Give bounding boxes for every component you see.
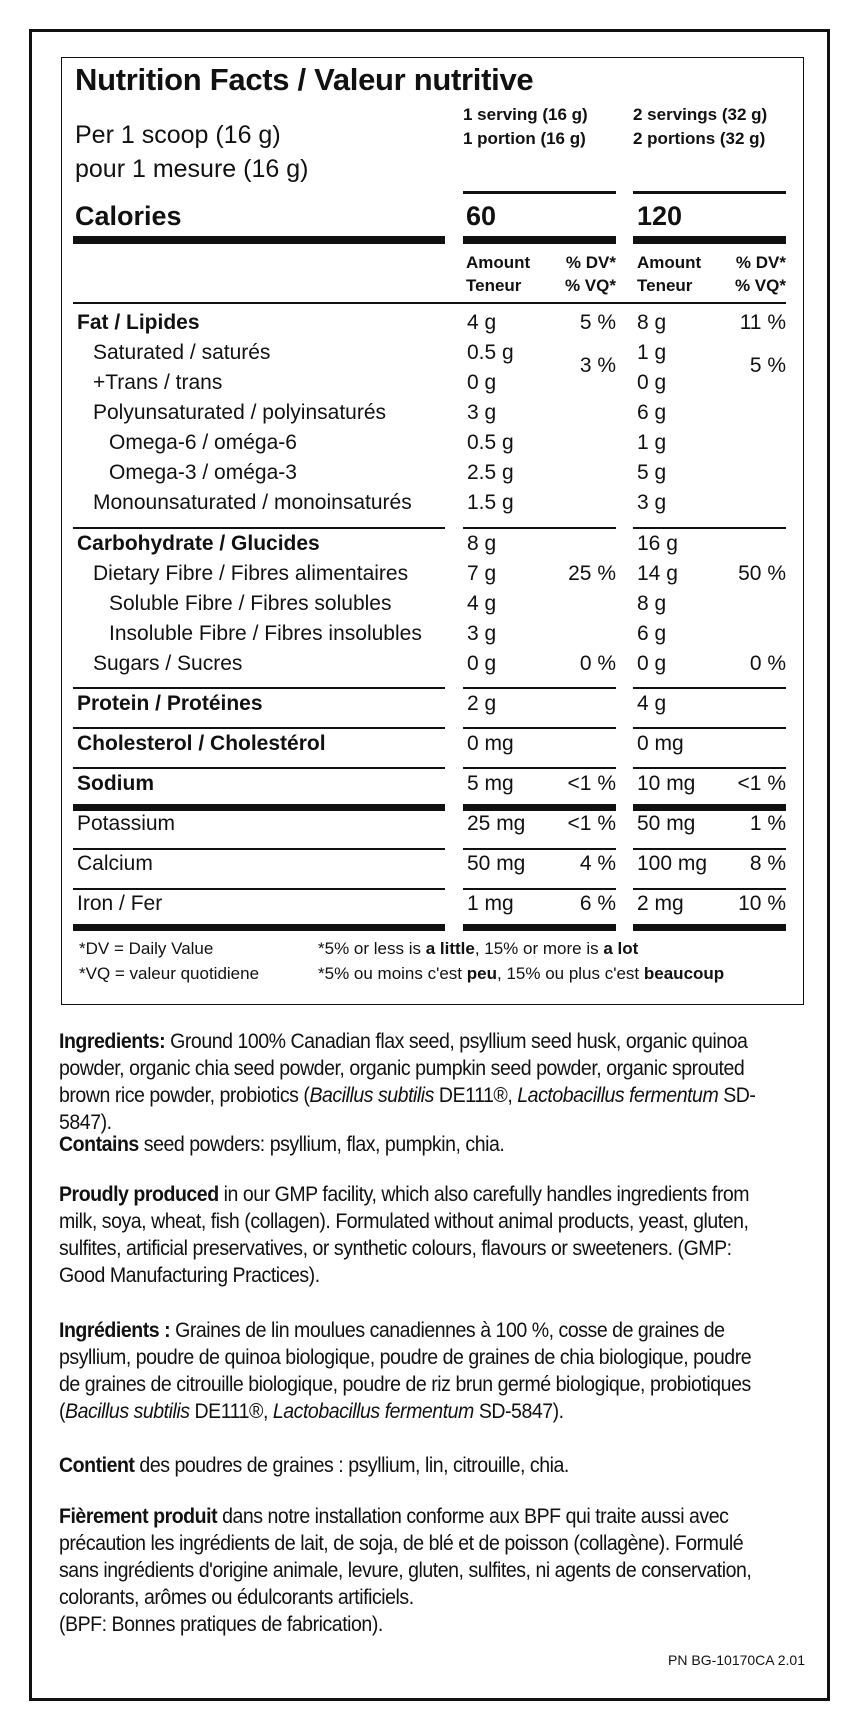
amount-serving-2: 16 g	[637, 532, 678, 555]
part-number: PN BG-10170CA 2.01	[668, 1652, 805, 1668]
serving-2-line2: 2 portions (32 g)	[633, 129, 766, 148]
dv-serving-1: 0 %	[579, 652, 616, 675]
amount-serving-1: 50 mg	[467, 852, 526, 875]
amount-serving-1: 7 g	[467, 562, 497, 585]
amount-serving-2: 5 g	[637, 461, 667, 484]
nutrient-label: Soluble Fibre / Fibres solubles	[109, 592, 392, 615]
rule-after-protein	[463, 727, 616, 729]
dv-serving-1: 5 %	[579, 311, 616, 334]
produced-fr	[59, 1503, 757, 1638]
dv-serving-2: 10 %	[738, 892, 786, 915]
rule-after-fat	[73, 527, 445, 529]
amount-serving-1: 8 g	[467, 532, 497, 555]
nutrient-label: Saturated / saturés	[93, 341, 271, 364]
serving-1-header	[463, 103, 588, 151]
header-bottom-rule	[73, 302, 786, 304]
rule-after-fat	[463, 527, 616, 529]
ingredients-en-lacto: Lactobacillus fermentum	[517, 1084, 719, 1107]
fn-en-pre: *5% or less is	[318, 939, 426, 958]
fn-fr-mid: , 15% ou plus c'est	[497, 964, 644, 983]
dv-serving-2: 50 %	[738, 562, 786, 585]
contains-fr-mid: des poudres de graines :	[134, 1454, 344, 1477]
dv-serving-1: <1 %	[567, 772, 616, 795]
nutrient-label: Omega-6 / oméga-6	[109, 431, 297, 454]
rule-after-fat	[633, 527, 786, 529]
serving-2-line1: 2 servings (32 g)	[633, 105, 768, 124]
contains-en-mid: seed powders:	[138, 1133, 265, 1156]
serving-1-rule	[463, 191, 616, 194]
amount-serving-2: 50 mg	[637, 812, 696, 835]
amount-serving-2: 100 mg	[637, 852, 708, 875]
nutrient-label: Potassium	[77, 812, 176, 835]
amount-header-en: Amount	[466, 253, 531, 272]
amount-serving-1: 4 g	[467, 592, 497, 615]
dv-serving-2: 0 %	[749, 652, 786, 675]
rule-after-potassium	[73, 848, 445, 850]
footnote-percent-en	[318, 939, 638, 959]
thick-rule-bottom	[633, 924, 786, 931]
dv-header-1	[546, 251, 616, 297]
amount-serving-2: 6 g	[637, 622, 667, 645]
produced-en-label: Proudly produced	[59, 1183, 219, 1206]
footnote-percent-fr	[318, 964, 724, 984]
ingredients-fr-text-c: SD-5847).	[473, 1400, 564, 1423]
amount-serving-2: 8 g	[637, 592, 667, 615]
rule-after-protein	[633, 727, 786, 729]
calories-thick-rule-2	[633, 236, 786, 244]
calories-label: Calories	[75, 201, 182, 231]
ingredients-fr-label: Ingrédients :	[59, 1319, 171, 1342]
dv-header-2	[716, 251, 786, 297]
fn-fr-beaucoup: beaucoup	[643, 964, 725, 983]
dv-serving-1: 4 %	[579, 852, 616, 875]
amount-serving-1: 2.5 g	[467, 461, 514, 484]
amount-serving-1: 1 mg	[467, 892, 514, 915]
serving-2-header	[633, 103, 767, 151]
nutrient-label: Dietary Fibre / Fibres alimentaires	[93, 562, 409, 585]
rule-after-carbs	[463, 687, 616, 689]
dv-header-en: % DV*	[565, 253, 616, 272]
produced-fr-text: dans notre installation conforme aux BPF qui traite aussi avec précaution les ingrédients de lait, de soja, de blé et de poisson (collagène). Formulé sans ingrédients d'origine animale, levure, gluten, sulfites, ni agents de conservation, colorants, arômes ou édulcorants artificiels.	[59, 1505, 752, 1609]
nutrient-label: Insoluble Fibre / Fibres insolubles	[109, 622, 422, 645]
amount-serving-2: 0 g	[637, 371, 667, 394]
produced-en-text: in our GMP facility, which also carefully handles ingredients from milk, soya, wheat, fish (collagen). Formulated without animal products, yeast, gluten, sulfites, artificial preservatives, or synthetic colours, flavours or sweeteners. (GMP: Good Manufacturing Practices).	[59, 1183, 750, 1287]
calories-serving-2: 120	[637, 201, 683, 231]
rule-after-carbs	[73, 687, 445, 689]
footnote-dv: *DV = Daily Value	[79, 939, 214, 958]
rule-after-cholesterol	[73, 767, 445, 769]
ingredients-fr-lacto: Lactobacillus fermentum	[272, 1400, 474, 1423]
ingredients-fr-text-b: DE111®,	[189, 1400, 273, 1423]
produced-fr-text2: (BPF: Bonnes pratiques de fabrication).	[59, 1613, 383, 1636]
nutrient-label: Sugars / Sucres	[93, 652, 243, 675]
nutrient-label: Sodium	[77, 772, 154, 795]
contains-fr-label: Contient	[59, 1454, 135, 1477]
nutrient-label: Iron / Fer	[77, 892, 163, 915]
contains-en	[59, 1131, 757, 1158]
nutrient-label: Polyunsaturated / polyinsaturés	[93, 401, 387, 424]
ingredients-en-bacillus: Bacillus subtilis	[309, 1084, 434, 1107]
per-serving-en: Per 1 scoop (16 g)	[75, 121, 281, 149]
thick-rule-bottom	[73, 924, 445, 931]
dv-header-en: % DV*	[735, 253, 786, 272]
amount-serving-2: 8 g	[637, 311, 667, 334]
amount-serving-1: 2 g	[467, 692, 497, 715]
fn-fr-pre: *5% ou moins c'est	[318, 964, 467, 983]
ingredients-fr-text-a: Graines de lin moulues canadiennes à 100 %, cosse de graines de psyllium, poudre de quinoa biologique, poudre de graines de chia biologique, poudre de graines de citrouille biologique, poudre de riz brun germé biologique, probiotiques (	[59, 1319, 752, 1423]
amount-serving-1: 0 g	[467, 371, 497, 394]
serving-2-rule	[633, 191, 786, 194]
amount-serving-2: 3 g	[637, 491, 667, 514]
fn-en-little: a little	[425, 939, 475, 958]
nutrient-label: Omega-3 / oméga-3	[109, 461, 297, 484]
amount-serving-2: 14 g	[637, 562, 678, 585]
amount-header-en: Amount	[637, 253, 702, 272]
rule-after-calcium	[463, 888, 616, 890]
nutrient-label: +Trans / trans	[93, 371, 223, 394]
thick-rule-after-sodium	[633, 804, 786, 811]
footnote-vq: *VQ = valeur quotidiene	[79, 964, 260, 983]
dv-header-fr: % VQ*	[564, 276, 616, 295]
amount-serving-2: 4 g	[637, 692, 667, 715]
fn-en-mid: , 15% or more is	[474, 939, 604, 958]
amount-serving-2: 2 mg	[637, 892, 684, 915]
ingredients-en-text-b: DE111®,	[433, 1084, 518, 1107]
contains-en-text: psyllium, flax, pumpkin, chia.	[264, 1133, 505, 1156]
serving-1-line2: 1 portion (16 g)	[463, 129, 586, 148]
amount-serving-1: 3 g	[467, 401, 497, 424]
contains-fr-text: psyllium, lin, citrouille, chia.	[343, 1454, 569, 1477]
amount-serving-1: 0.5 g	[467, 431, 514, 454]
amount-serving-2: 1 g	[637, 341, 667, 364]
amount-header-2	[637, 251, 701, 297]
calories-thick-rule-label	[73, 236, 445, 244]
contains-fr	[59, 1452, 757, 1479]
amount-header-1	[466, 251, 530, 297]
thick-rule-bottom	[463, 924, 616, 931]
nutrient-label: Cholesterol / Cholestérol	[77, 732, 326, 755]
rule-after-potassium	[633, 848, 786, 850]
produced-fr-label: Fièrement produit	[59, 1505, 218, 1528]
amount-serving-1: 4 g	[467, 311, 497, 334]
calories-thick-rule-1	[463, 236, 616, 244]
calories-serving-1: 60	[466, 201, 497, 231]
amount-serving-1: 0.5 g	[467, 341, 514, 364]
dv-serving-2: 8 %	[749, 852, 786, 875]
amount-header-fr: Teneur	[466, 276, 522, 295]
dv-serving-2: 5 %	[749, 354, 786, 377]
fn-en-lot: a lot	[603, 939, 639, 958]
dv-serving-1: 25 %	[568, 562, 616, 585]
per-serving-fr: pour 1 mesure (16 g)	[75, 155, 309, 183]
rule-after-calcium	[633, 888, 786, 890]
nutrient-label: Monounsaturated / monoinsaturés	[93, 491, 412, 514]
rule-after-calcium	[73, 888, 445, 890]
dv-serving-2: 11 %	[739, 311, 786, 334]
ingredients-en	[59, 1028, 757, 1136]
amount-serving-2: 0 g	[637, 652, 667, 675]
nutrient-label: Protein / Protéines	[77, 692, 263, 715]
ingredients-fr	[59, 1317, 757, 1425]
dv-header-fr: % VQ*	[734, 276, 786, 295]
rule-after-carbs	[633, 687, 786, 689]
thick-rule-after-sodium	[463, 804, 616, 811]
amount-serving-1: 3 g	[467, 622, 497, 645]
rule-after-protein	[73, 727, 445, 729]
amount-serving-2: 1 g	[637, 431, 667, 454]
contains-en-label: Contains	[59, 1133, 139, 1156]
amount-header-fr: Teneur	[637, 276, 693, 295]
amount-serving-1: 0 mg	[467, 732, 514, 755]
ingredients-fr-bacillus: Bacillus subtilis	[65, 1400, 190, 1423]
fn-fr-peu: peu	[466, 964, 497, 983]
amount-serving-1: 1.5 g	[467, 491, 514, 514]
ingredients-en-label: Ingredients:	[59, 1030, 166, 1053]
rule-after-cholesterol	[633, 767, 786, 769]
rule-after-cholesterol	[463, 767, 616, 769]
nutrient-label: Carbohydrate / Glucides	[77, 532, 320, 555]
amount-serving-2: 10 mg	[637, 772, 696, 795]
amount-serving-1: 5 mg	[467, 772, 514, 795]
nutrition-title: Nutrition Facts / Valeur nutritive	[75, 62, 534, 97]
nutrient-label: Fat / Lipides	[77, 311, 200, 334]
amount-serving-1: 25 mg	[467, 812, 526, 835]
dv-serving-1: 6 %	[579, 892, 616, 915]
thick-rule-after-sodium	[73, 804, 445, 811]
produced-en	[59, 1181, 757, 1289]
dv-serving-1: <1 %	[567, 812, 616, 835]
amount-serving-2: 0 mg	[637, 732, 684, 755]
amount-serving-2: 6 g	[637, 401, 667, 424]
amount-serving-1: 0 g	[467, 652, 497, 675]
dv-serving-1: 3 %	[579, 354, 616, 377]
rule-after-potassium	[463, 848, 616, 850]
ingredients-en-text-c: SD-5847).	[59, 1084, 756, 1134]
serving-1-line1: 1 serving (16 g)	[463, 105, 588, 124]
dv-serving-2: 1 %	[749, 812, 786, 835]
nutrient-label: Calcium	[77, 852, 153, 875]
ingredients-en-text-a: Ground 100% Canadian flax seed, psyllium seed husk, organic quinoa powder, organic chia seed powder, organic pumpkin seed powder, organic sprouted brown rice powder, probiotics (	[59, 1030, 748, 1107]
dv-serving-2: <1 %	[737, 772, 786, 795]
